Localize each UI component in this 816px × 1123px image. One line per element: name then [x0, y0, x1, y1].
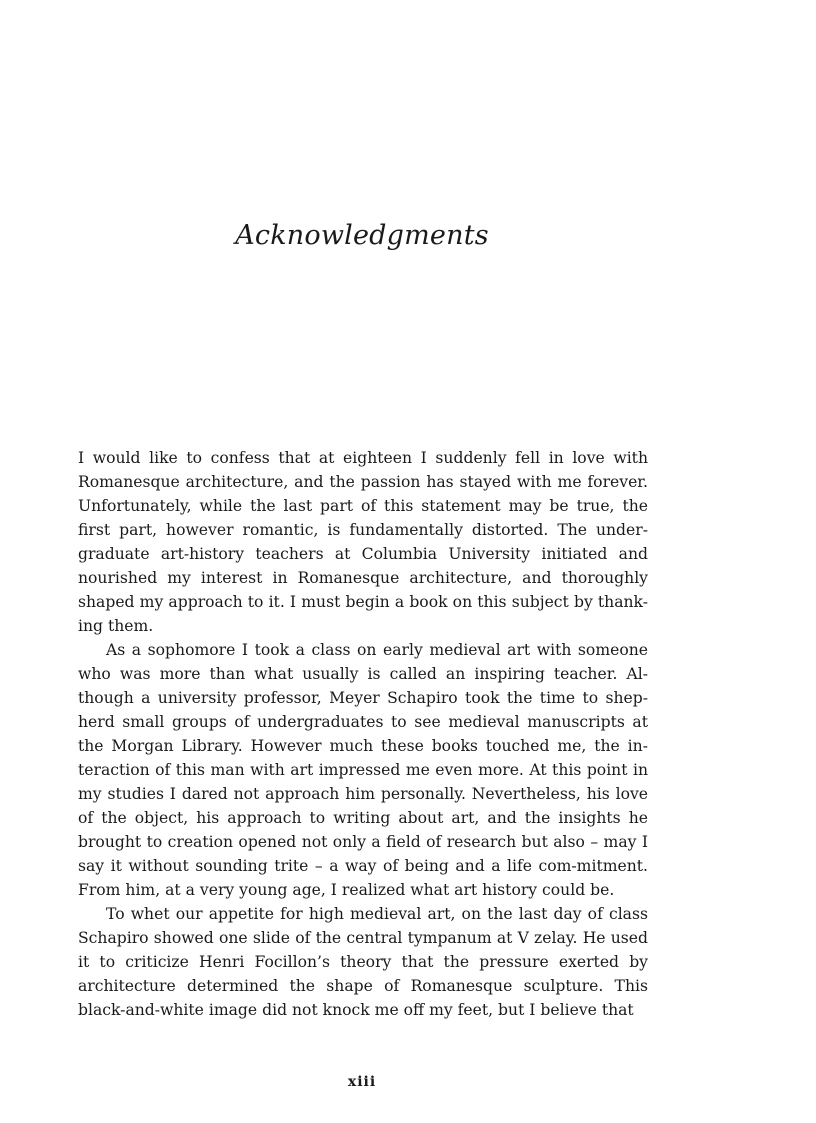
body-text [78, 446, 648, 1022]
page-title: Acknowledgments [235, 220, 489, 251]
page-number: xiii [347, 1074, 377, 1090]
paragraph-1: I would like to confess that at eighteen I suddenly fell in love with Romanesque architecture, and the passion has stayed with me forever. Unfortunately, while the last part of this statement may be true, the first part, however romantic, is fundamentally distorted. The under-graduate art-history teachers at Columbia University initiated and nourished my interest in Romanesque architecture, and thoroughly shaped my approach to it. I must begin a book on this subject by thank-ing them. [78, 449, 648, 635]
paragraph-3: To whet our appetite for high medieval art, on the last day of class Schapiro showed one slide of the central tympanum at V zelay. He used it to criticize Henri Focillon’s theory that the pressure exerted by architecture determined the shape of Romanesque sculpture. This black-and-white image did not knock me off my feet, but I believe that [78, 905, 648, 1019]
paragraph-2: As a sophomore I took a class on early medieval art with someone who was more than what usually is called an inspiring teacher. Al-though a university professor, Meyer Schapiro took the time to shep-herd small groups of undergraduates to see medieval manuscripts at the Morgan Library. However much these books touched me, the in-teraction of this man with art impressed me even more. At this point in my studies I dared not approach him personally. Nevertheless, his love of the object, his approach to writing about art, and the insights he brought to creation opened not only a field of research but also – may I say it without sounding trite – a way of being and a life com-mitment. From him, at a very young age, I realized what art history could be. [78, 641, 648, 899]
